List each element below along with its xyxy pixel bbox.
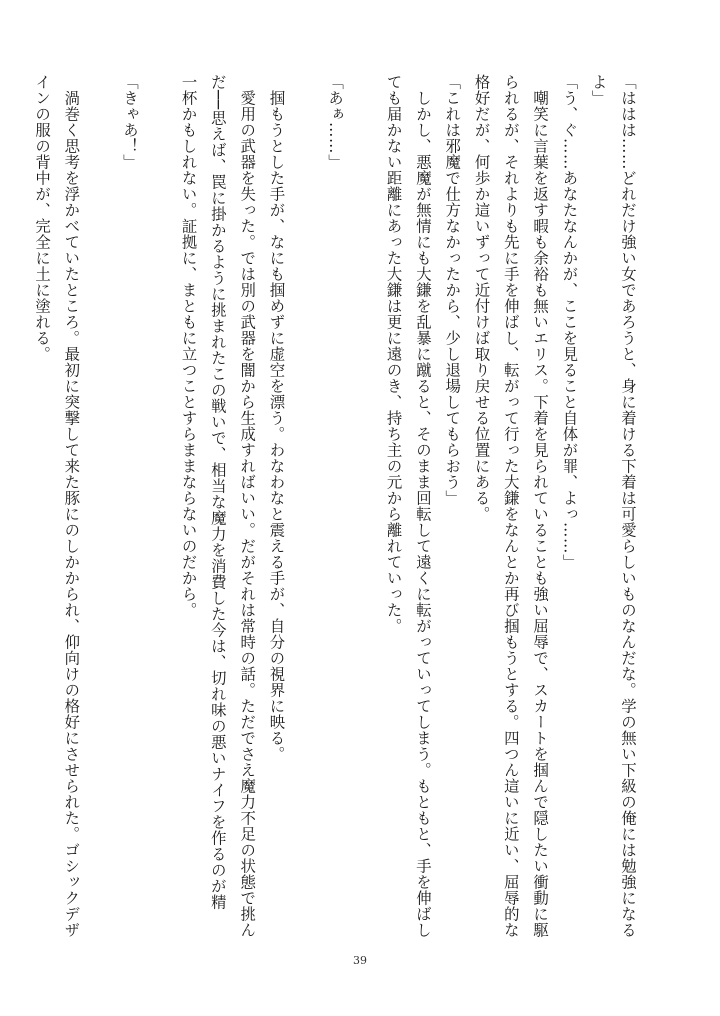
text-line: だ──思えば、罠に掛かるように挑まれたこの戦いで、相当な魔力を消費した今は、切れ味の悪いナイフを作るのが精 bbox=[208, 74, 227, 910]
page-number: 39 bbox=[353, 954, 367, 967]
text-line: よ」 bbox=[589, 74, 608, 106]
vertical-body-text bbox=[33, 74, 642, 944]
blank-line bbox=[144, 74, 173, 944]
blank-line bbox=[290, 74, 319, 944]
text-line: られるが、それよりも先に手を伸ばし、転がって行った大鎌をなんとか再び掴もうとする。四つん這いに近い、屈辱的な bbox=[501, 74, 520, 938]
text-line: 一杯かもしれない。証拠に、まともに立つことすらままならないのだから。 bbox=[179, 74, 198, 618]
text-line: 「これは邪魔で仕方なかったから、少し退場してもらおう」 bbox=[443, 74, 462, 506]
text-line: 「きゃあ！」 bbox=[120, 74, 139, 170]
text-line: しかし、悪魔が無情にも大鎌を乱暴に蹴ると、そのまま回転して遠くに転がっていってしまう。もともと、手を伸ばし bbox=[413, 74, 432, 938]
text-line: ても届かない距離にあった大鎌は更に遠のき、持ち主の元から離れていった。 bbox=[384, 74, 403, 634]
text-line: 「あぁ……」 bbox=[326, 74, 345, 170]
text-line: 渦巻く思考を浮かべていたところ。最初に突撃して来た豚にのしかかられ、仰向けの格好にさせられた。ゴシックデザ bbox=[62, 74, 81, 938]
text-line: 格好だが、何歩か這いずって近付けば取り戻せる位置にある。 bbox=[472, 74, 491, 522]
text-line: 掴もうとした手が、なにも掴めずに虚空を漂う。わなわなと震える手が、自分の視界に映る。 bbox=[267, 74, 286, 762]
text-line: 「う、ぐ……あなたなんかが、ここを見ること自体が罪、よっ……」 bbox=[560, 74, 579, 570]
blank-line bbox=[349, 74, 378, 944]
text-line: 「ははは……どれだけ強い女であろうと、身に着ける下着は可愛らしいものなんだな。学の無い下級の俺には勉強になる bbox=[619, 74, 637, 938]
text-line: 嘲笑に言葉を返す暇も余裕も無いエリス。下着を見られていることも強い屈辱で、スカートを掴んで隠したい衝動に駆 bbox=[531, 74, 550, 938]
text-line: インの服の背中が、完全に土に塗れる。 bbox=[33, 74, 52, 362]
text-line: 愛用の武器を失った。では別の武器を闇から生成すればいい。だがそれは常時の話。ただでさえ魔力不足の状態で挑ん bbox=[238, 74, 257, 938]
blank-line bbox=[85, 74, 114, 944]
